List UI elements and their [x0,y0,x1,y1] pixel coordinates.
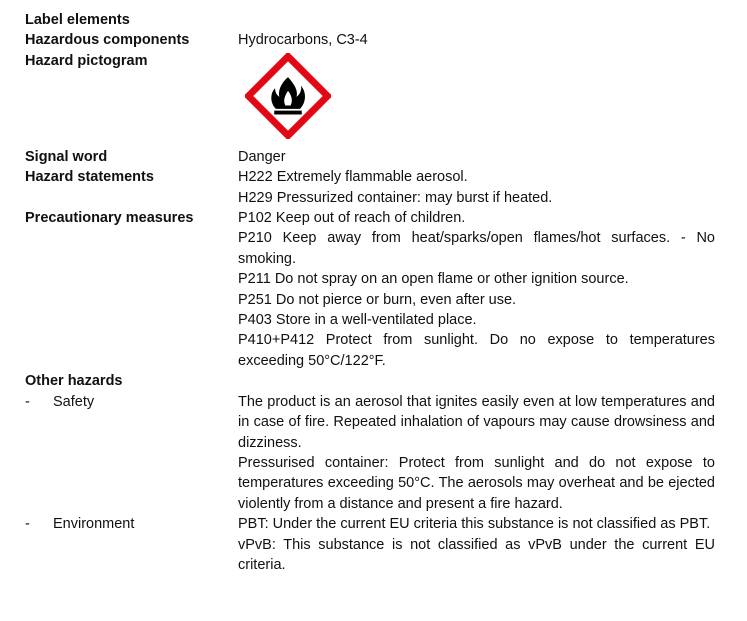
safety-row [25,392,715,514]
precautionary-item: P210 Keep away from heat/sparks/open flames/hot surfaces. - No smoking. [238,230,715,267]
signal-word-row [25,147,715,167]
environment-row [25,514,715,575]
signal-word-label: Signal word [25,148,108,165]
hazard-pictogram-label: Hazard pictogram [25,52,148,69]
precautionary-measures-label: Precautionary measures [25,210,194,227]
environment-label: Environment [53,516,135,533]
hazardous-components-row [25,30,715,50]
hazard-statement-item: H229 Pressurized container: may burst if heated. [238,189,553,206]
safety-paragraph: Pressurised container: Protect from sunlight and do not expose to temperatures exceeding 50°C. The aerosols may overheat and be ejected violently from a distance and present a fire hazard. [238,454,715,512]
precautionary-item: P102 Keep out of reach of children. [238,210,466,227]
flame-pictogram-icon [245,53,331,139]
environment-paragraph: PBT: Under the current EU criteria this substance is not classified as PBT. [238,516,711,533]
precautionary-item: P403 Store in a well-ventilated place. [238,312,477,329]
list-dash: - [25,516,30,533]
precautionary-item: P211 Do not spray on an open flame or other ignition source. [238,271,629,288]
hazardous-components-value: Hydrocarbons, C3-4 [238,32,368,49]
hazard-statement-item: H222 Extremely flammable aerosol. [238,169,468,186]
safety-paragraph: The product is an aerosol that ignites easily even at low temperatures and in case of fire. Repeated inhalation of vapours may cause drowsiness and dizziness. [238,393,715,451]
hazardous-components-label: Hazardous components [25,32,190,49]
precautionary-item: P251 Do not pierce or burn, even after use. [238,291,517,308]
safety-label: Safety [53,393,95,410]
environment-paragraph: vPvB: This substance is not classified as vPvB under the current EU criteria. [238,536,715,573]
precautionary-measures-row [25,208,715,371]
hazard-statements-label: Hazard statements [25,169,154,186]
label-elements-heading: Label elements [25,12,130,28]
signal-word-value: Danger [238,148,286,165]
hazard-statements-row [25,167,715,208]
precautionary-item: P410+P412 Protect from sunlight. Do no expose to temperatures exceeding 50°C/122°F. [238,332,715,369]
label-elements-section [25,10,715,575]
list-dash: - [25,393,30,410]
other-hazards-heading: Other hazards [25,373,123,390]
hazard-pictogram-row [25,51,715,147]
